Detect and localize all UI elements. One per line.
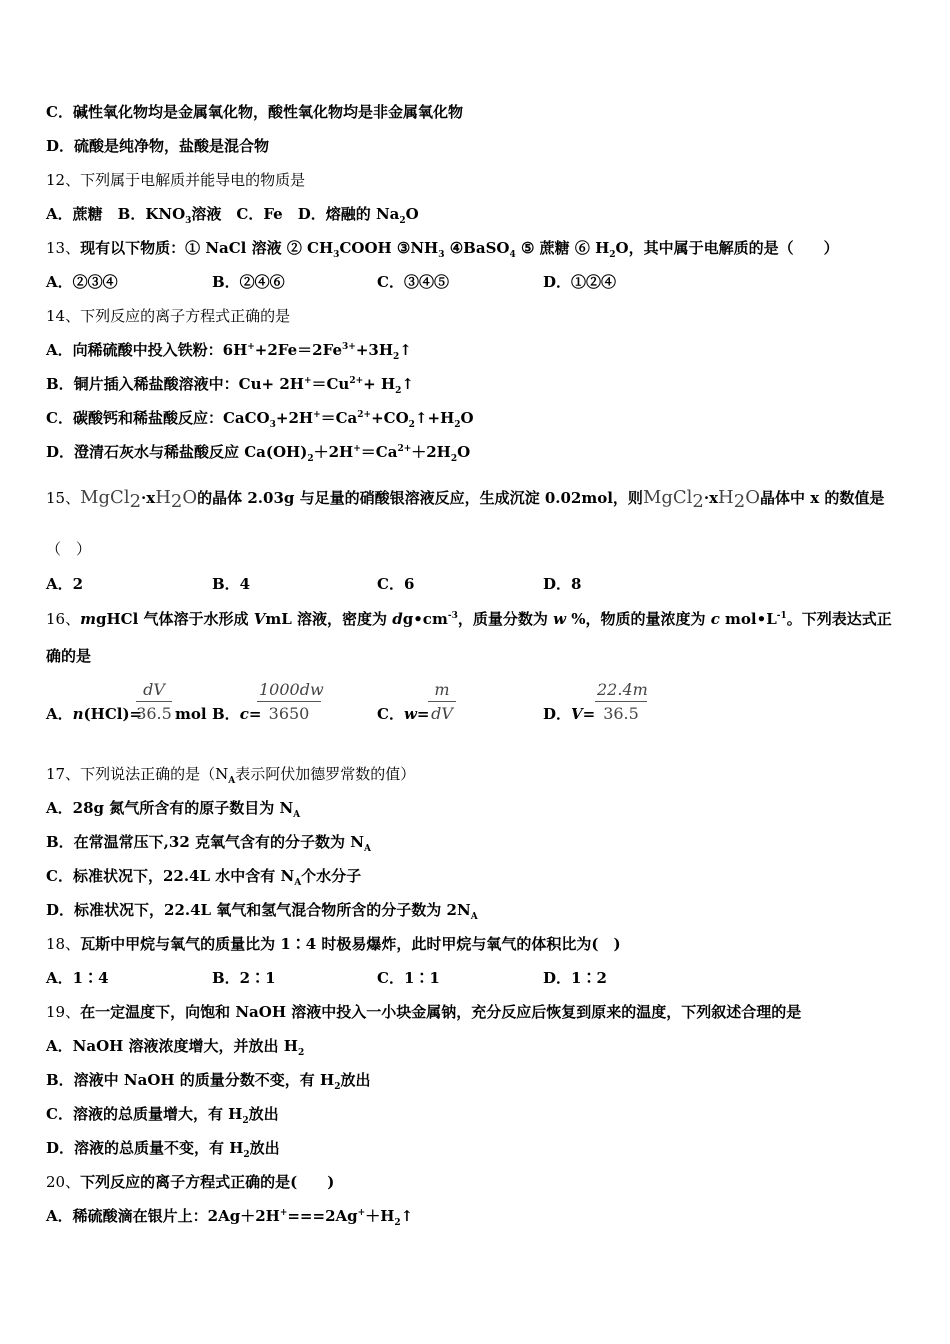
q13-option-d: D．①②④ — [543, 273, 617, 291]
q19-option-b: B．溶液中 NaOH 的质量分数不变，有 $H_2$放出 — [46, 1071, 371, 1092]
question-14: 14、下列反应的离子方程式正确的是 — [46, 307, 291, 325]
question-15: 15、$MgCl_2\cdot xH_2O$的晶体 2.03g 与足量的硝酸银溶液反应，生成沉淀 0.02mol，则$MgCl_2\cdot xH_2O$晶体中 x 的数值是 — [46, 487, 885, 512]
question-20: 20、下列反应的离子方程式正确的是( ) — [46, 1173, 335, 1191]
question-19: 19、在一定温度下，向饱和 NaOH 溶液中投入一小块金属钠，充分反应后恢复到原来的温度，下列叙述合理的是 — [46, 1003, 802, 1021]
q19-option-c: C．溶液的总质量增大，有 $H_2$放出 — [46, 1105, 279, 1126]
q18-option-d: D．1∶2 — [543, 969, 607, 987]
question-12: 12、下列属于电解质并能导电的物质是 — [46, 171, 306, 189]
q16-option-c: C．w= — [377, 705, 430, 723]
q18-option-a: A．1∶4 — [46, 969, 109, 987]
q16-text-cont: 确的是 — [46, 647, 92, 665]
q16-d-fraction: 22.4m 36.5 — [597, 680, 648, 723]
q19-option-d: D．溶液的总质量不变，有 $H_2$放出 — [46, 1139, 280, 1160]
q17-option-a: A．28g 氮气所含有的原子数目为 $N_A$ — [46, 799, 301, 820]
q17-option-d: D．标准状况下，22.4L 氧气和氢气混合物所含的分子数为 $2N_A$ — [46, 901, 478, 922]
q16-option-b: B．c= — [212, 705, 262, 723]
q18-option-b: B．2∶1 — [212, 969, 276, 987]
q18-option-c: C．1∶1 — [377, 969, 440, 987]
question-17: 17、下列说法正确的是（$N_A$表示阿伏加德罗常数的值） — [46, 765, 416, 786]
q16-b-fraction: 1000dw 3650 — [259, 680, 324, 723]
q13-option-a: A．②③④ — [46, 273, 118, 291]
q15-option-a: A．2 — [46, 575, 84, 593]
question-13: 13、现有以下物质：① NaCl 溶液 ② $CH_3COOH$ $③NH_3$ ④BaSO$_4$ ⑤ 蔗糖 ⑥ $H_2O$，其中属于电解质的是（ ） — [46, 239, 839, 260]
q15-option-c: C．6 — [377, 575, 415, 593]
q17-option-b: B．在常温常压下,32 克氧气含有的分子数为 $N_A$ — [46, 833, 371, 854]
q15-paren: （ ） — [46, 540, 92, 558]
q15-option-d: D．8 — [543, 575, 582, 593]
q15-option-b: B．4 — [212, 575, 251, 593]
option-d-prev: D．硫酸是纯净物，盐酸是混合物 — [46, 137, 270, 155]
q14-option-c: C．碳酸钙和稀盐酸反应：$CaCO_3+2H^+=Ca^{2+}+CO_2↑+H_2O$ — [46, 409, 474, 430]
q16-option-d: D．V= — [543, 705, 596, 723]
q14-option-a: A．向稀硫酸中投入铁粉：$6H^++2Fe=2Fe^{3+}+3H_2↑$ — [46, 341, 412, 362]
q14-option-d: D．澄清石灰水与稀盐酸反应 $Ca(OH)_2+2H^+=Ca^{2+}+2H_2O$ — [46, 443, 471, 464]
q16-c-fraction: m dV — [428, 680, 456, 723]
q17-option-c: C．标准状况下，22.4L 水中含有 $N_A$个水分子 — [46, 867, 362, 888]
q16-option-a: A．n(HCl)= — [46, 705, 143, 723]
q16-a-unit: mol — [175, 705, 207, 723]
q13-option-b: B．②④⑥ — [212, 273, 285, 291]
q20-option-a: A．稀硫酸滴在银片上：$2Ag+2H^+===2Ag^++H_2↑$ — [46, 1207, 414, 1228]
question-18: 18、瓦斯中甲烷与氧气的质量比为 1∶4 时极易爆炸，此时甲烷与氧气的体积比为( ) — [46, 935, 621, 953]
q19-option-a: A．NaOH 溶液浓度增大，并放出 $H_2$ — [46, 1037, 305, 1058]
q16-a-fraction: dV 36.5 — [136, 680, 172, 723]
question-12-options: A．蔗糖 B．$KNO_3$溶液 C．Fe D．熔融的 $Na_2O$ — [46, 205, 419, 226]
option-c-prev: C．碱性氧化物均是金属氧化物，酸性氧化物均是非金属氧化物 — [46, 103, 463, 121]
q13-option-c: C．③④⑤ — [377, 273, 449, 291]
question-16: 16、mgHCl 气体溶于水形成 VmL 溶液，密度为 $dg•cm^{-3}$，质量分数为 w %，物质的量浓度为 c $mol•L^{-1}$。下列表达式正 — [46, 610, 892, 628]
q14-option-b: B．铜片插入稀盐酸溶液中：$Cu+ 2H^+=Cu^{2+}+$ $H_2↑$ — [46, 375, 414, 396]
